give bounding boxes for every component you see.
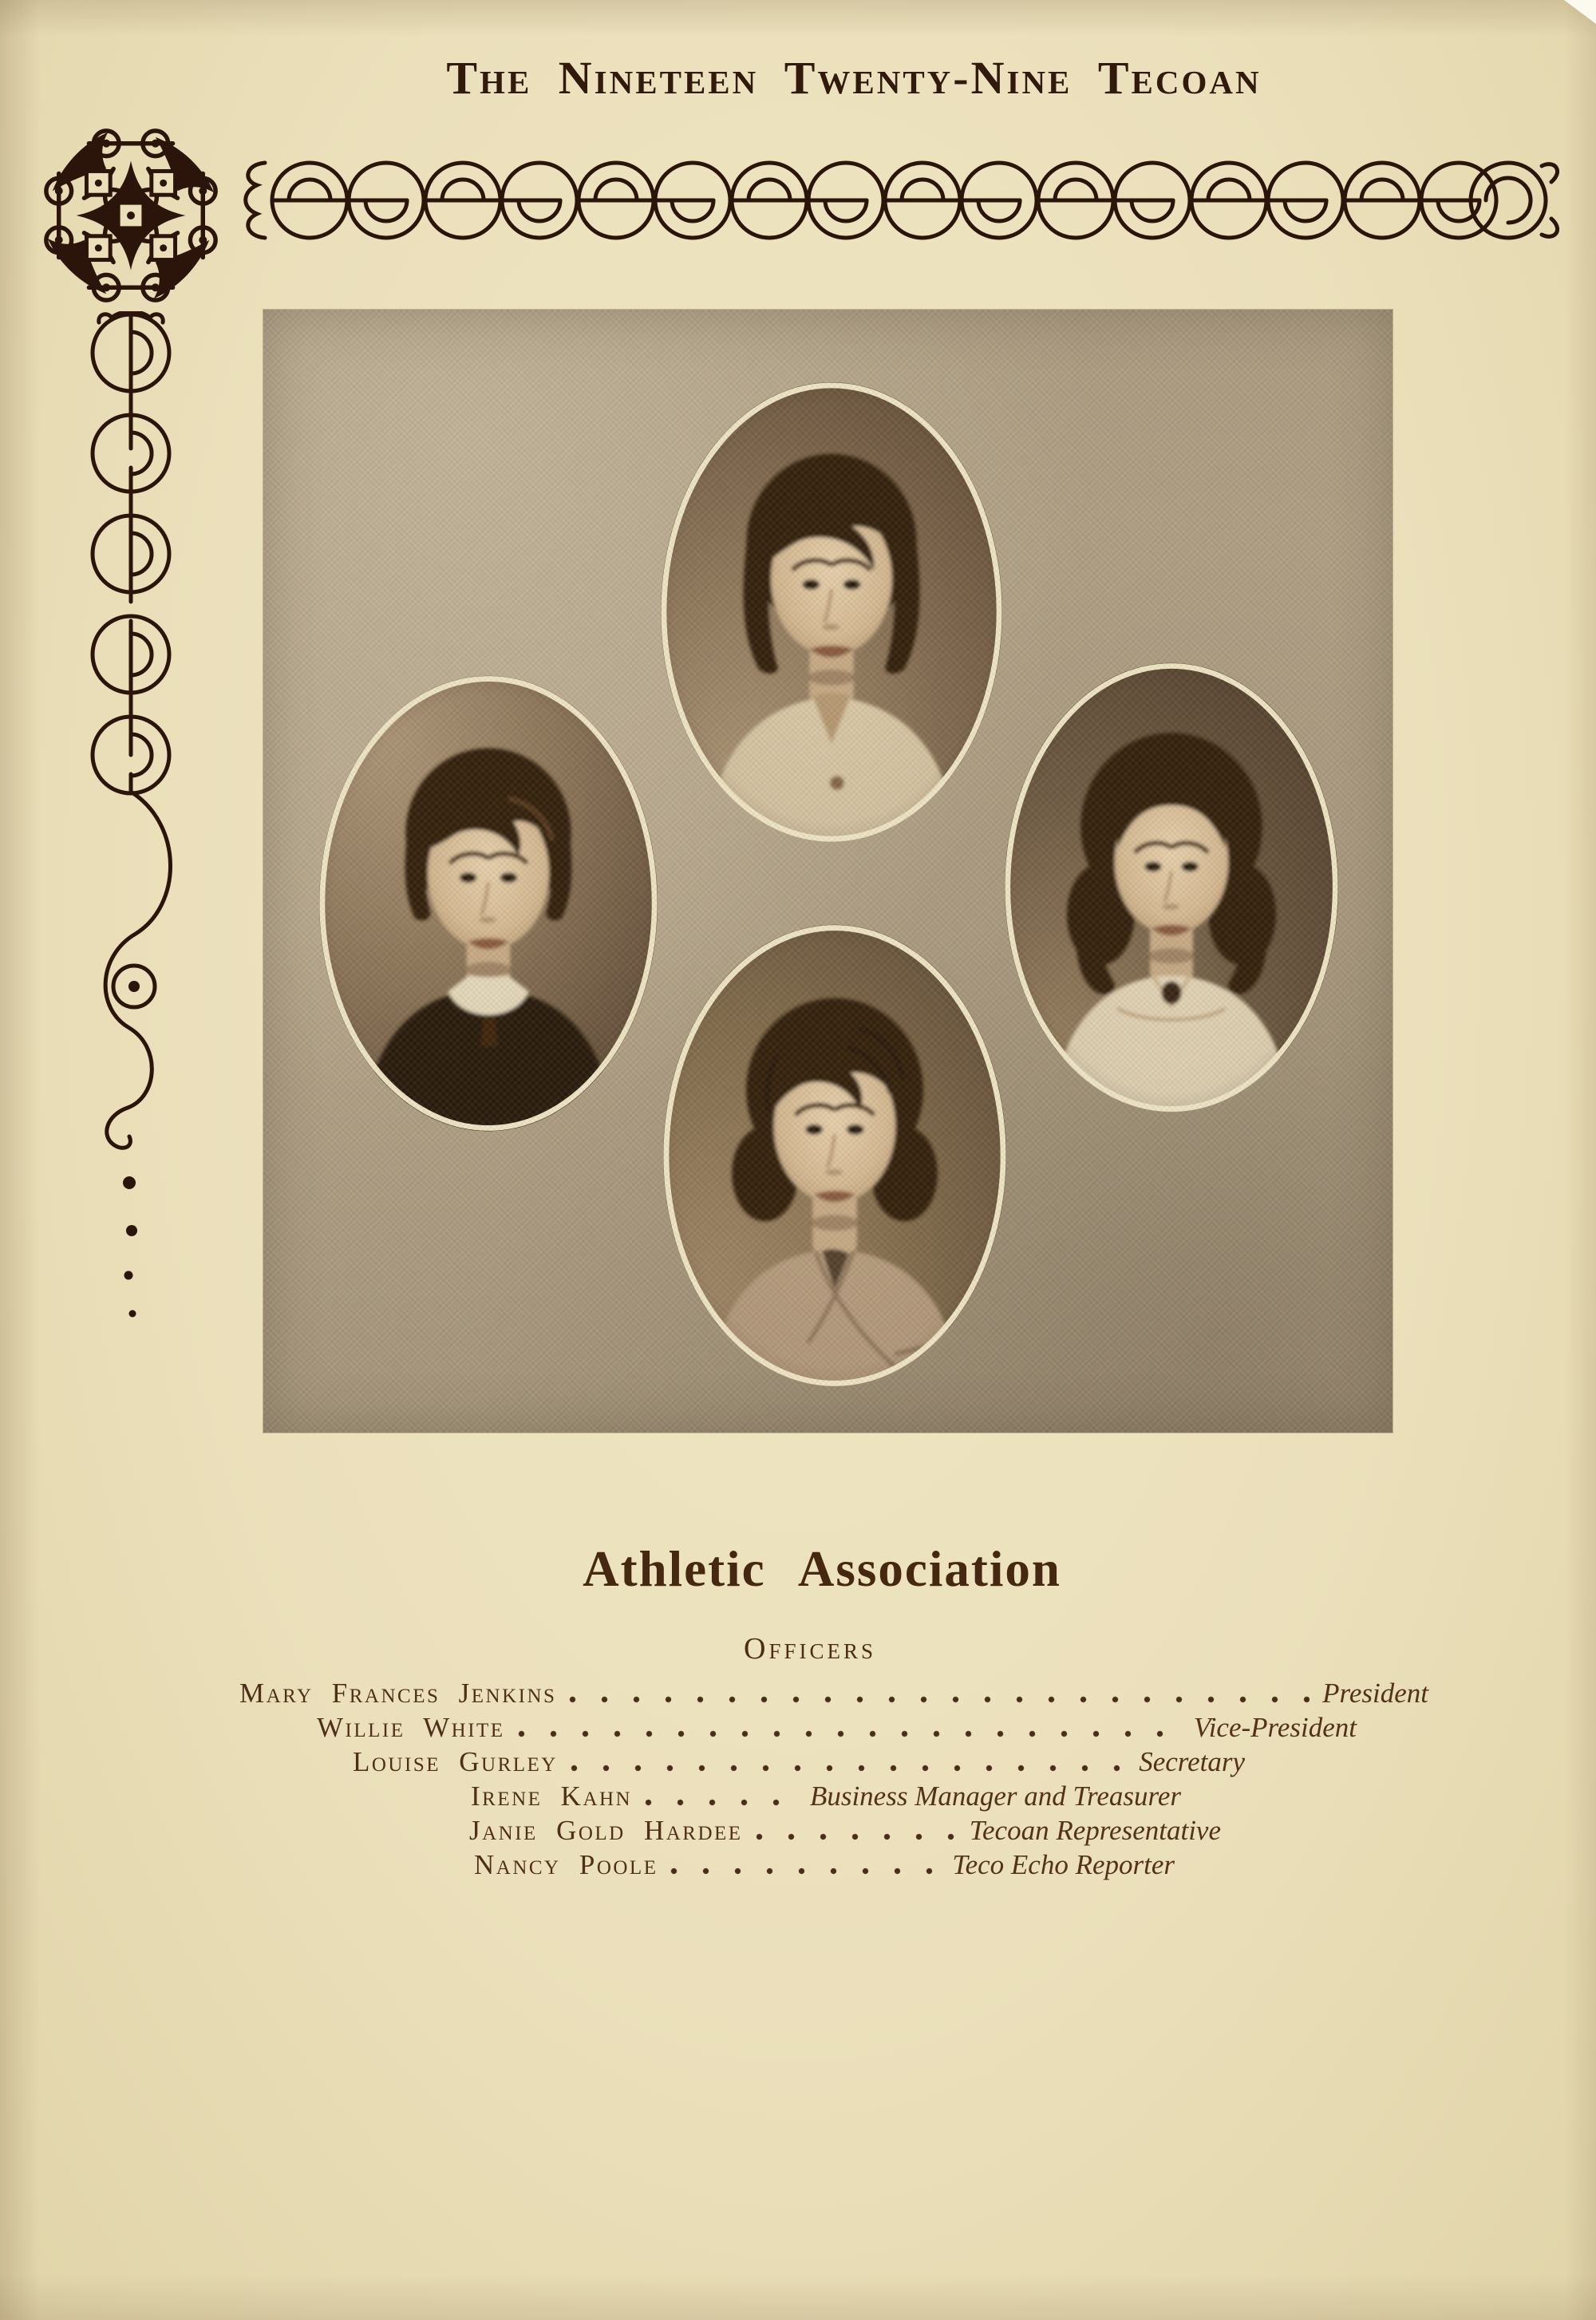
portrait-middle-left	[317, 666, 660, 1140]
officer-name: Nancy Poole	[474, 1849, 658, 1880]
officer-row	[0, 1709, 1596, 1743]
officer-name: Mary Frances Jenkins	[239, 1678, 557, 1709]
officer-role: Secretary	[1139, 1746, 1245, 1777]
leader-dots	[518, 1730, 1181, 1737]
leader-dots	[756, 1833, 957, 1840]
page-header-title: The Nineteen Twenty-Nine Tecoan	[446, 52, 1262, 104]
leader-dots	[569, 1696, 1310, 1703]
officers-heading: Officers	[744, 1632, 876, 1666]
leader-dots	[670, 1867, 939, 1875]
officers-list	[0, 1674, 1596, 1880]
officer-name: Janie Gold Hardee	[469, 1815, 743, 1846]
officer-row	[0, 1812, 1596, 1846]
corner-medallion-ornament	[32, 117, 230, 314]
officer-row	[0, 1846, 1596, 1880]
top-border-ornament	[233, 156, 1559, 246]
officer-name: Willie White	[317, 1712, 505, 1743]
scan-corner-artifact	[1564, 0, 1596, 24]
officer-role: President	[1322, 1678, 1428, 1709]
officer-row	[0, 1777, 1596, 1812]
officer-name: Irene Kahn	[471, 1781, 633, 1812]
photo-panel	[263, 310, 1393, 1433]
portrait-top-center	[654, 380, 1009, 844]
officer-role: Tecoan Representative	[969, 1815, 1221, 1846]
officer-name: Louise Gurley	[353, 1746, 558, 1777]
officer-role: Vice-President	[1193, 1712, 1357, 1743]
leader-dots	[571, 1765, 1126, 1772]
portrait-middle-right	[1002, 648, 1341, 1127]
portrait-bottom-center	[661, 922, 1009, 1389]
officer-row	[0, 1743, 1596, 1777]
leader-dots	[645, 1799, 797, 1806]
officer-row	[0, 1674, 1596, 1709]
officer-role: Business Manager and Treasurer	[809, 1781, 1181, 1812]
officer-role: Teco Echo Reporter	[952, 1849, 1175, 1880]
section-title: Athletic Association	[583, 1541, 1061, 1597]
left-border-ornament	[89, 311, 174, 1333]
